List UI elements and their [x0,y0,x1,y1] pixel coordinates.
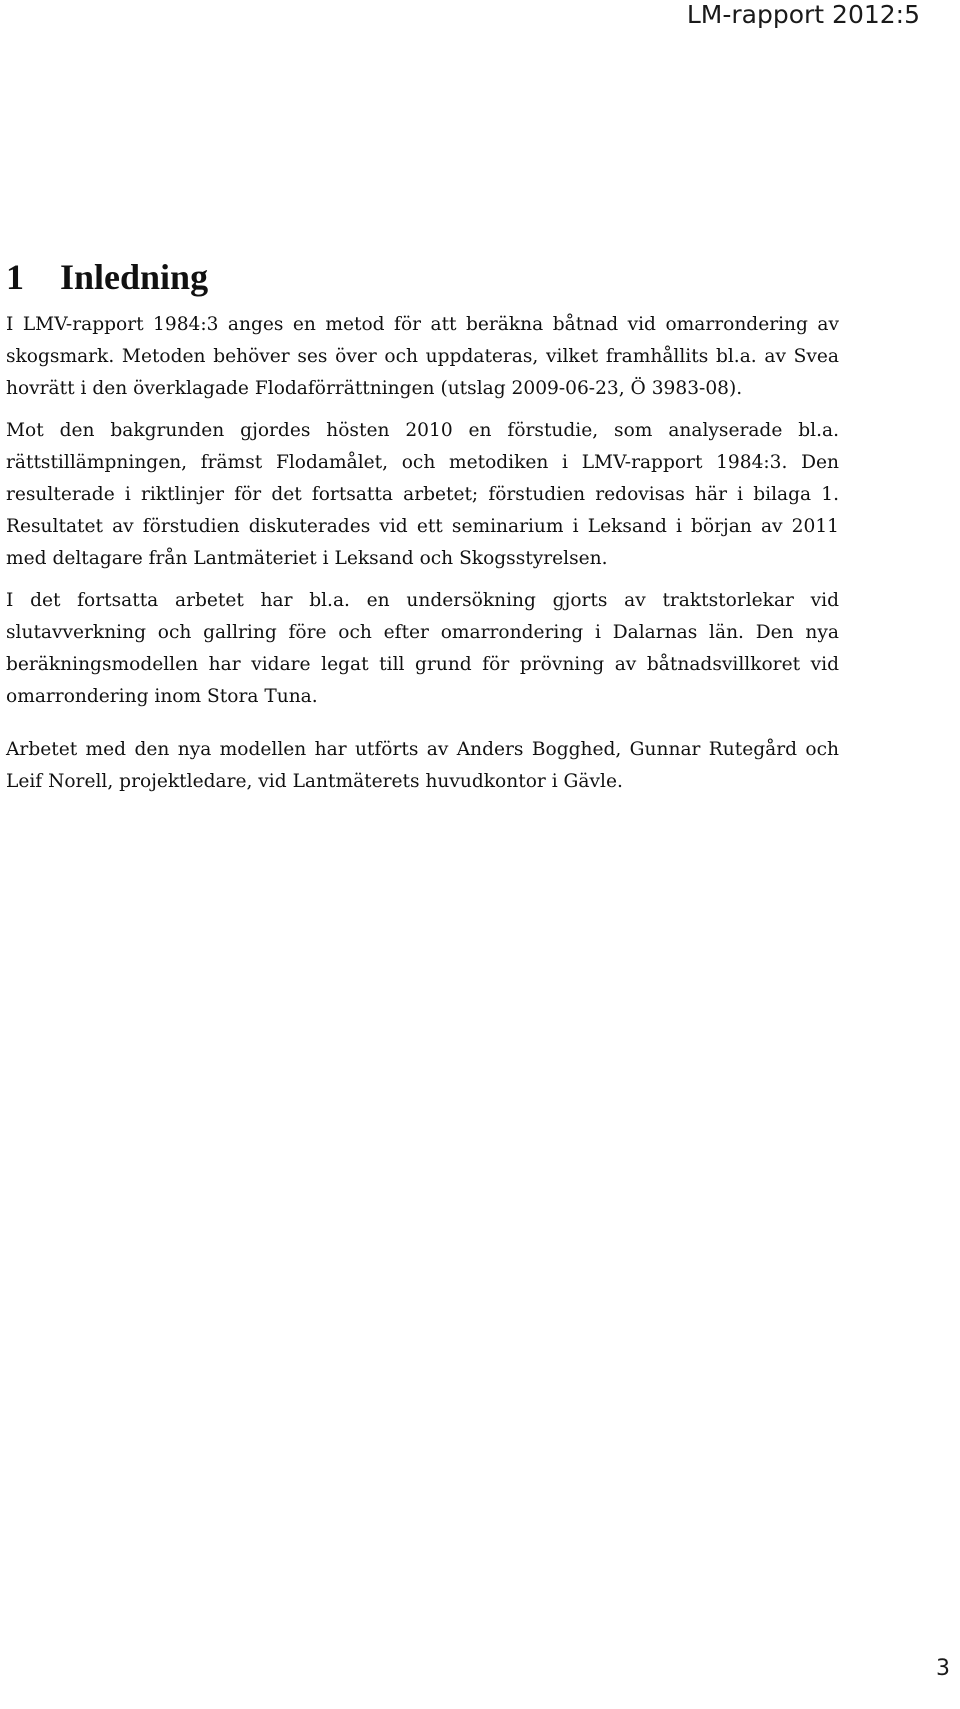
paragraph-continued-work: I det fortsatta arbetet har bl.a. en undersökning gjorts av traktstorlekar vid slutavverkning och gallring före och efter omarrondering i Dalarnas län. Den nya beräkningsmodellen har vidare legat till grund för prövning av båtnadsvillkoret vid omarrondering inom Stora Tuna. [6,590,839,707]
document-body [6,255,839,798]
paragraph-background: Mot den bakgrunden gjordes hösten 2010 en förstudie, som analyserade bl.a. rättstillämpningen, främst Flodamålet, och metodiken i LMV-rapport 1984:3. Den resulterade i riktlinjer för det fortsatta arbetet; förstudien redovisas här i bilaga 1. Resultatet av förstudien diskuterades vid ett seminarium i Leksand i början av 2011 med deltagare från Lantmäteriet i Leksand och Skogsstyrelsen. [6,420,839,569]
running-header: LM-rapport 2012:5 [686,0,920,29]
paragraph-introduction: I LMV-rapport 1984:3 anges en metod för att beräkna båtnad vid omarrondering av skogsmark. Metoden behöver ses över och uppdateras, vilket framhållits bl.a. av Svea hovrätt i den överklagade Flodaförrättningen (utslag 2009-06-23, Ö 3983-08). [6,314,839,399]
page-number: 3 [936,1656,950,1681]
chapter-title: Inledning [60,257,209,297]
paragraph-authors: Arbetet med den nya modellen har utförts av Anders Bogghed, Gunnar Rutegård och Leif Norell, projektledare, vid Lantmäterets huvudkontor i Gävle. [6,739,839,792]
chapter-heading [6,255,839,299]
chapter-number: 1 [6,257,24,297]
